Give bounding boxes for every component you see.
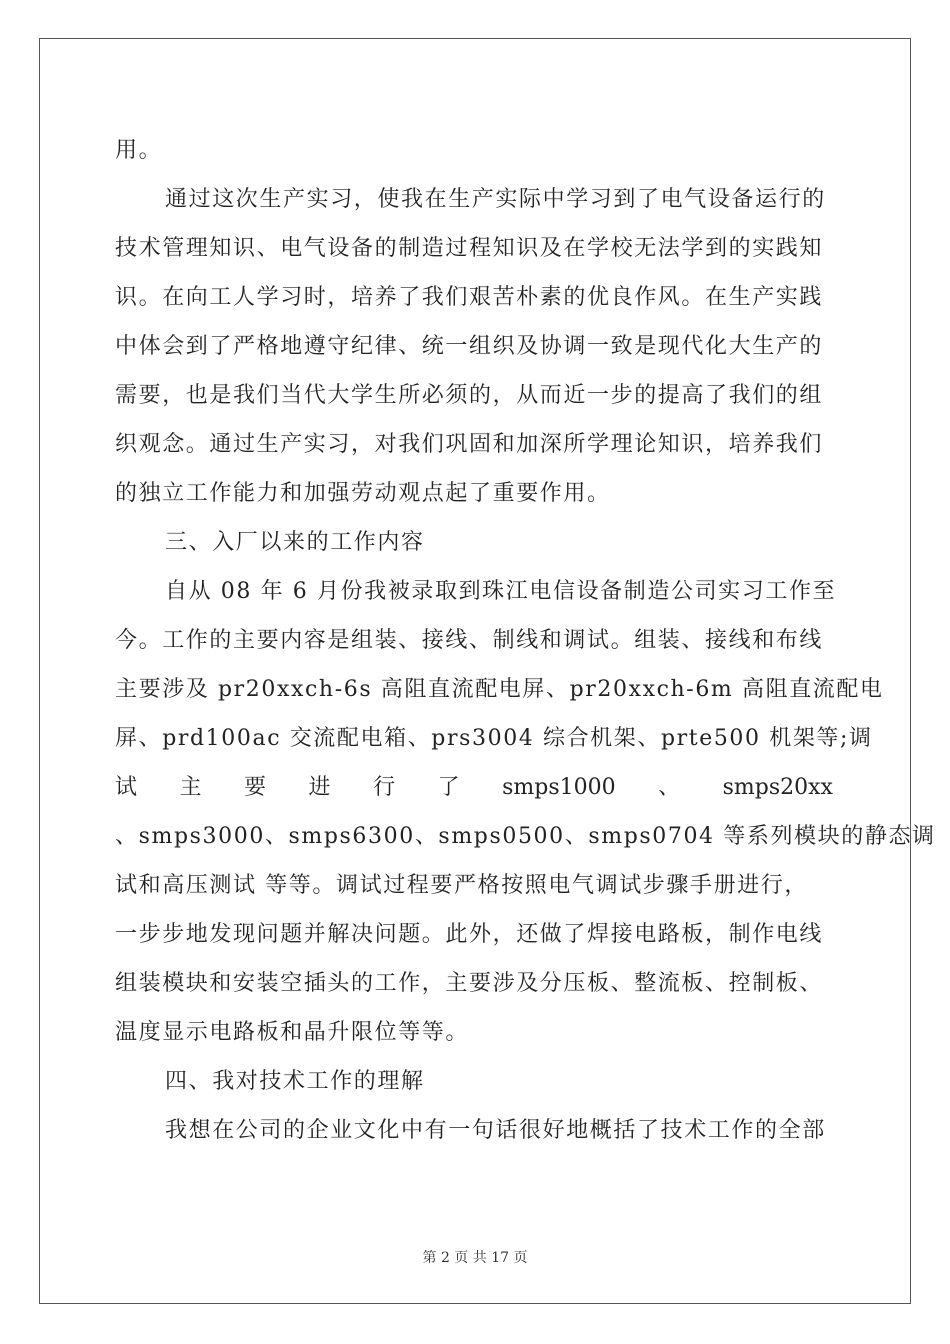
word: 了 — [437, 775, 460, 800]
text-line: 试和高压测试 等等。调试过程要严格按照电气调试步骤手册进行， — [115, 873, 808, 898]
text-line: 需要，也是我们当代大学生所必须的，从而近一步的提高了我们的组 — [115, 383, 824, 408]
word: smps1000 — [502, 775, 616, 800]
text-line: 中体会到了严格地遵守纪律、统一组织及协调一致是现代化大生产的 — [115, 334, 824, 359]
justified-line — [115, 763, 833, 812]
word: 主 — [179, 775, 202, 800]
document-body — [115, 126, 936, 1155]
text-line: 、smps3000、smps6300、smps0500、smps0704 等系列模块的静态调 — [115, 824, 936, 849]
text-line: 一步步地发现问题并解决问题。此外，还做了焊接电路板，制作电线 — [115, 922, 824, 947]
text-line: 识。在向工人学习时，培养了我们艰苦朴素的优良作风。在生产实践 — [115, 285, 824, 310]
section-heading-4: 四、我对技术工作的理解 — [165, 1069, 425, 1094]
text-line: 组装模块和安装空插头的工作，主要涉及分压板、整流板、控制板、 — [115, 971, 824, 996]
text-line: 技术管理知识、电气设备的制造过程知识及在学校无法学到的实践知 — [115, 236, 824, 261]
text-line: 的独立工作能力和加强劳动观点起了重要作用。 — [115, 481, 611, 506]
text-line: 今。工作的主要内容是组装、接线、制线和调试。组装、接线和布线 — [115, 628, 824, 653]
text-line: 温度显示电路板和晶升限位等等。 — [115, 1020, 470, 1045]
word: 进 — [308, 775, 331, 800]
paragraph-start: 通过这次生产实习，使我在生产实际中学习到了电气设备运行的 — [165, 187, 826, 212]
text-line: 用。 — [115, 138, 163, 163]
word: smps20xx — [722, 775, 833, 800]
word: 、 — [658, 775, 681, 800]
word: 行 — [373, 775, 396, 800]
page-number-footer: 第 2 页 共 17 页 — [422, 1250, 528, 1266]
text-line: 织观念。通过生产实习，对我们巩固和加深所学理论知识，培养我们 — [115, 432, 824, 457]
paragraph-start: 自从 08 年 6 月份我被录取到珠江电信设备制造公司实习工作至 — [165, 579, 837, 604]
text-line: 主要涉及 pr20xxch-6s 高阻直流配电屏、pr20xxch-6m 高阻直流配电 — [115, 677, 884, 702]
word: 要 — [244, 775, 267, 800]
word: 试 — [115, 775, 138, 800]
paragraph-start: 我想在公司的企业文化中有一句话很好地概括了技术工作的全部 — [165, 1118, 826, 1143]
text-line: 屏、prd100ac 交流配电箱、prs3004 综合机架、prte500 机架等;调 — [115, 726, 873, 751]
section-heading-3: 三、入厂以来的工作内容 — [165, 530, 425, 555]
